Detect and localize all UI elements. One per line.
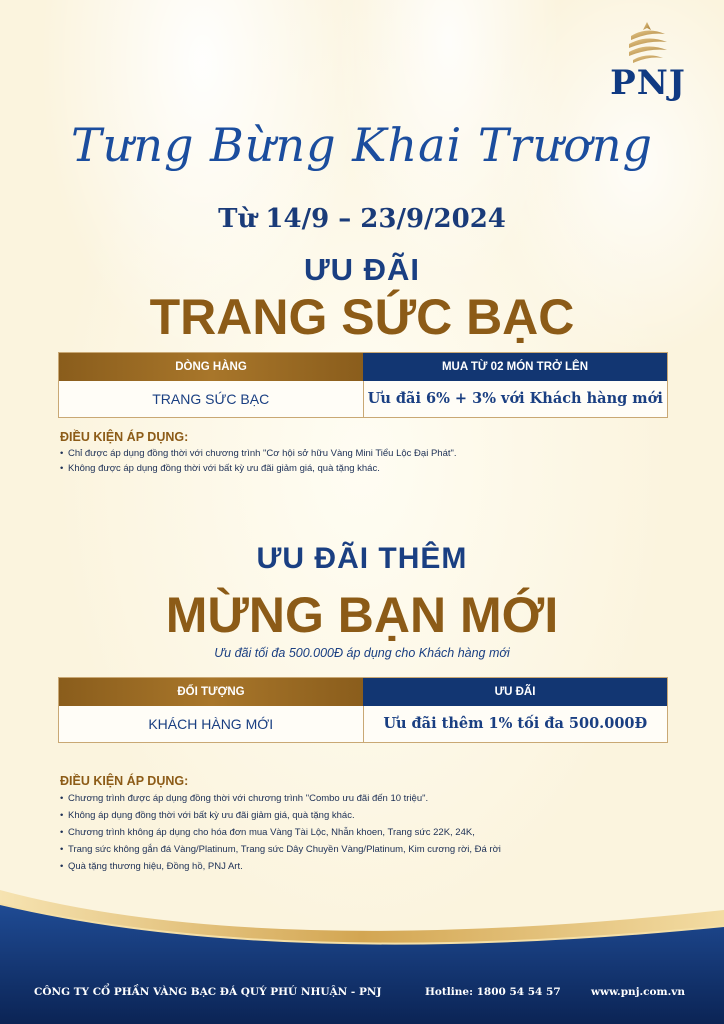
offer1-title: TRANG SỨC BẠC <box>149 289 575 345</box>
condition-item: • Chương trình được áp dụng đồng thời với chương trình "Combo ưu đãi đến 10 triệu". <box>60 790 660 807</box>
offer2-note: Ưu đãi tối đa 500.000Đ áp dụng cho Khách hàng mới <box>214 646 510 660</box>
script-title: Tưng Bừng Khai Trương <box>71 118 653 172</box>
date-range: Từ 14/9 – 23/9/2024 <box>218 204 506 234</box>
offer2-subtitle: ƯU ĐÃI THÊM <box>256 542 468 575</box>
offer1-conditions <box>60 430 660 476</box>
table-cell: KHÁCH HÀNG MỚI <box>148 716 274 732</box>
table-cell: Ưu đãi 6% + 3% với Khách hàng mới <box>363 381 668 417</box>
conditions-heading: ĐIỀU KIỆN ÁP DỤNG: <box>60 430 189 444</box>
pnj-logo <box>606 20 690 103</box>
offer1-table <box>58 352 668 418</box>
condition-item: • Chỉ được áp dụng đồng thời với chương trình "Cơ hội sở hữu Vàng Mini Tiểu Lộc Đại Phát". <box>60 446 660 461</box>
condition-continuation: • Trang sức không gắn đá Vàng/Platinum, Trang sức Dây Chuyền Vàng/Platinum, Kim cương rời, Đá rời <box>60 841 660 858</box>
table-row <box>59 706 667 742</box>
footer-company: CÔNG TY CỔ PHẦN VÀNG BẠC ĐÁ QUÝ PHÚ NHUẬN - PNJ <box>34 986 382 998</box>
offer1-subtitle: ƯU ĐÃI <box>303 252 421 287</box>
condition-item: • Không được áp dụng đồng thời với bất kỳ ưu đãi giảm giá, quà tặng khác. <box>60 461 660 476</box>
table-row <box>59 381 667 417</box>
table-cell: Ưu đãi thêm 1% tối đa 500.000Đ <box>363 706 668 742</box>
table-header-row <box>59 353 667 381</box>
footer-website: www.pnj.com.vn <box>591 986 686 998</box>
table-header-cell: ĐỐI TƯỢNG <box>59 678 363 706</box>
table-header-cell: DÒNG HÀNG <box>59 353 363 381</box>
offer2-table <box>58 677 668 743</box>
offer2-conditions <box>60 774 660 875</box>
logo-text: PNJ <box>610 63 686 103</box>
conditions-heading: ĐIỀU KIỆN ÁP DỤNG: <box>60 774 189 788</box>
pnj-emblem-icon <box>625 20 671 64</box>
footer <box>0 986 724 1006</box>
condition-continuation: • Quà tặng thương hiệu, Đồng hồ, PNJ Art. <box>60 858 660 875</box>
condition-item: • Chương trình không áp dụng cho hóa đơn mua Vàng Tài Lộc, Nhẫn khoen, Trang sức 22K, 24K, <box>60 824 660 841</box>
footer-hotline: Hotline: 1800 54 54 57 <box>425 986 561 998</box>
table-header-cell: ƯU ĐÃI <box>363 678 667 706</box>
condition-item: • Không áp dụng đồng thời với bất kỳ ưu đãi giảm giá, quà tặng khác. <box>60 807 660 824</box>
table-header-row <box>59 678 667 706</box>
offer2-title: MỪNG BẠN MỚI <box>165 587 559 643</box>
table-header-cell: MUA TỪ 02 MÓN TRỞ LÊN <box>363 353 667 381</box>
table-cell: TRANG SỨC BẠC <box>152 391 270 407</box>
